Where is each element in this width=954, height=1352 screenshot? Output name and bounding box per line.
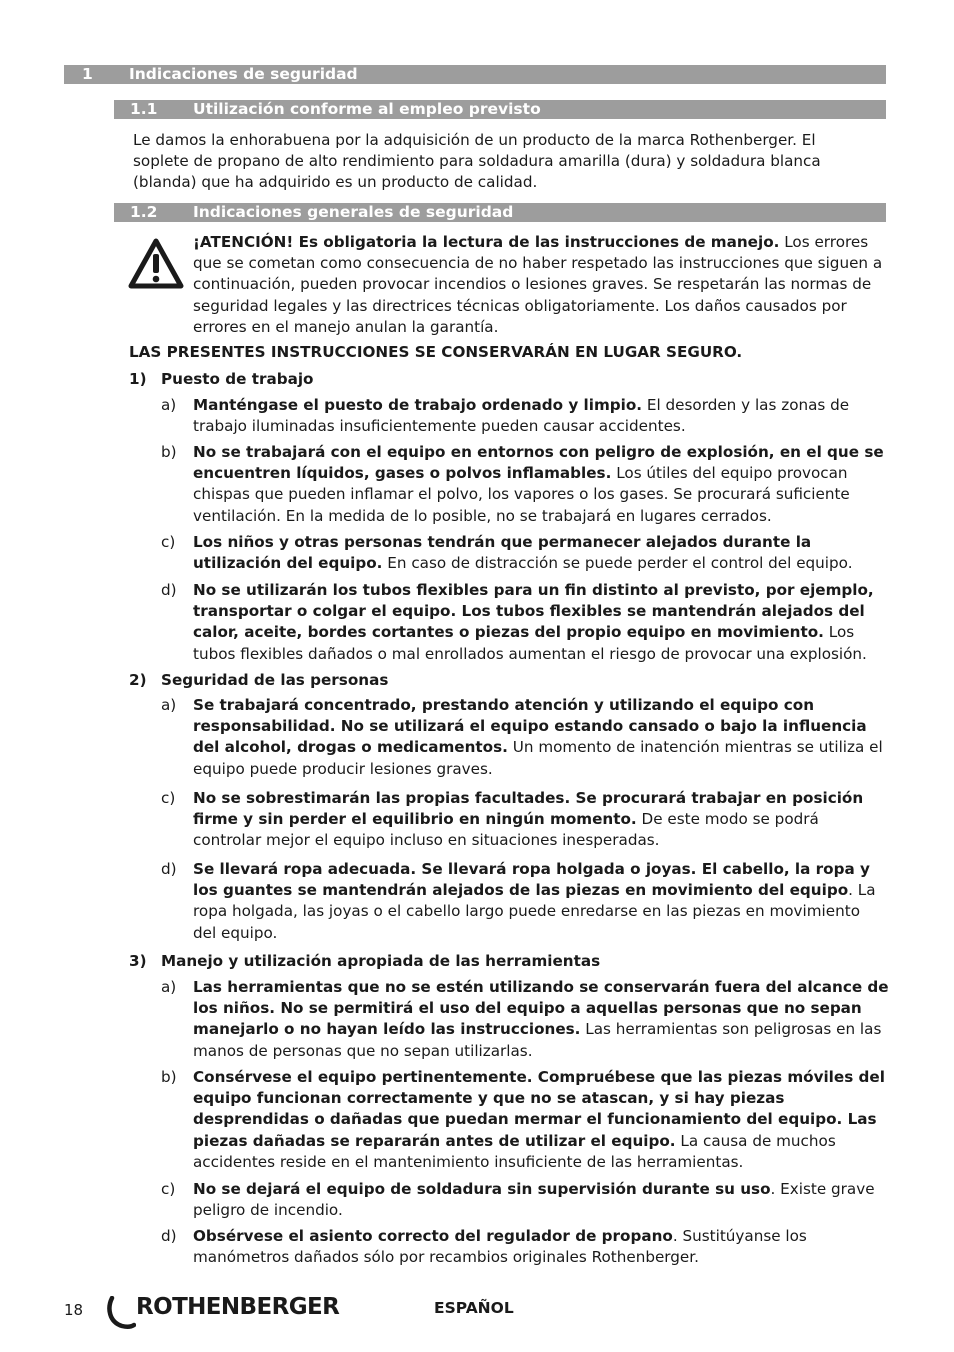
section-header-1 xyxy=(64,65,886,84)
item-label: d) xyxy=(161,1227,177,1245)
list-item: Manténgase el puesto de trabajo ordenado y limpio. El desorden y las zonas de trabajo iluminadas insuficientemente pueden causar accidentes. xyxy=(193,396,850,436)
group-title-1: Puesto de trabajo xyxy=(161,370,314,388)
group-heading-1: 1) xyxy=(129,370,147,388)
language-label: ESPAÑOL xyxy=(434,1299,514,1317)
group-heading-3: 3) xyxy=(129,952,147,970)
item-label: a) xyxy=(161,978,177,996)
group-title-3: Manejo y utilización apropiada de las herramientas xyxy=(161,952,601,970)
list-item: No se utilizarán los tubos flexibles para un fin distinto al previsto, por ejemplo, transportar o colgar el equipo. Los tubos flexibles se mantendrán alejados del calor, aceite, bordes cortantes o piezas del propio equipo en movimiento. Los tubos flexibles dañados o mal enrollados aumentan el riesgo de provocar una explosión. xyxy=(193,581,874,663)
group-heading-2: 2) xyxy=(129,671,147,689)
section-header-1-2 xyxy=(114,203,886,222)
section-number: 1 xyxy=(82,65,93,83)
warning-text: ¡ATENCIÓN! Es obligatoria la lectura de las instrucciones de manejo. Los errores que se cometan como consecuencia de no haber respetado las instrucciones que siguen a continuación, pueden provocar incendios o lesiones graves. Se respetarán las normas de seguridad legales y las directrices técnicas obligatoriamente. Los daños causados por errores en el manejo anulan la garantía. xyxy=(193,233,883,336)
list-item: No se sobrestimarán las propias facultades. Se procurará trabajar en posición firme y sin perder el equilibrio en ningún momento. De este modo se podrá controlar mejor el equipo incluso en situaciones inesperadas. xyxy=(193,789,864,850)
section-number: 1.2 xyxy=(130,203,158,221)
list-item: Se llevará ropa adecuada. Se llevará ropa holgada o joyas. El cabello, la ropa y los guantes se mantendrán alejados de las piezas en movimiento del equipo. La ropa holgada, las joyas o el cabello largo puede enredarse en las piezas en movimiento del equipo. xyxy=(193,860,876,942)
item-label: c) xyxy=(161,789,176,807)
brand-swoosh-icon xyxy=(106,1296,136,1330)
item-label: b) xyxy=(161,443,177,461)
list-item: Se trabajará concentrado, prestando atención y utilizando el equipo con responsabilidad. No se utilizará el equipo estando cansado o bajo la influencia del alcohol, drogas o medicamentos. Un momento de inatención mientras se utiliza el equipo puede producir lesiones graves. xyxy=(193,696,883,778)
list-item: No se dejará el equipo de soldadura sin supervisión durante su uso. Existe grave peligro de incendio. xyxy=(193,1180,875,1220)
section-title: Indicaciones generales de seguridad xyxy=(193,203,514,221)
item-label: b) xyxy=(161,1068,177,1086)
warning-triangle-icon xyxy=(127,237,185,291)
section-title: Indicaciones de seguridad xyxy=(129,65,358,83)
keep-safe-notice: LAS PRESENTES INSTRUCCIONES SE CONSERVARÁN EN LUGAR SEGURO. xyxy=(129,343,743,361)
list-item: Consérvese el equipo pertinentemente. Compruébese que las piezas móviles del equipo funcionan correctamente y que no se atascan, y si hay piezas desprendidas o dañadas que puedan mermar el funcionamiento del equipo. Las piezas dañadas se repararán antes de utilizar el equipo. La causa de muchos accidentes reside en el mantenimiento insuficiente de las herramientas. xyxy=(193,1068,885,1171)
section-title: Utilización conforme al empleo previsto xyxy=(193,100,541,118)
list-item: Las herramientas que no se estén utilizando se conservarán fuera del alcance de los niños. No se permitirá el uso del equipo a aquellas personas que no sepan manejarlo o no hayan leído las instrucciones. Las herramientas son peligrosas en las manos de personas que no sepan utilizarlas. xyxy=(193,978,889,1060)
item-label: a) xyxy=(161,396,177,414)
list-item: Los niños y otras personas tendrán que permanecer alejados durante la utilización del equipo. En caso de distracción se puede perder el control del equipo. xyxy=(193,533,853,573)
page-number: 18 xyxy=(64,1301,84,1319)
item-label: c) xyxy=(161,533,176,551)
item-label: d) xyxy=(161,860,177,878)
section-header-1-1 xyxy=(114,100,886,119)
section-number: 1.1 xyxy=(130,100,158,118)
intro-paragraph: Le damos la enhorabuena por la adquisición de un producto de la marca Rothenberger. El soplete de propano de alto rendimiento para soldadura amarilla (dura) y soldadura blanca (blanda) que ha adquirido es un producto de calidad. xyxy=(133,131,821,192)
item-label: a) xyxy=(161,696,177,714)
item-label: c) xyxy=(161,1180,176,1198)
list-item: Obsérvese el asiento correcto del regulador de propano. Sustitúyanse los manómetros dañados sólo por recambios originales Rothenberger. xyxy=(193,1227,807,1267)
group-title-2: Seguridad de las personas xyxy=(161,671,389,689)
brand-logo: ROTHENBERGER xyxy=(136,1294,340,1320)
list-item: No se trabajará con el equipo en entornos con peligro de explosión, en el que se encuentren líquidos, gases o polvos inflamables. Los útiles del equipo provocan chispas que pueden inflamar el polvo, los vapores o los gases. Se procurará suficiente ventilación. En la medida de lo posible, no se trabajará en lugares cerrados. xyxy=(193,443,884,525)
item-label: d) xyxy=(161,581,177,599)
